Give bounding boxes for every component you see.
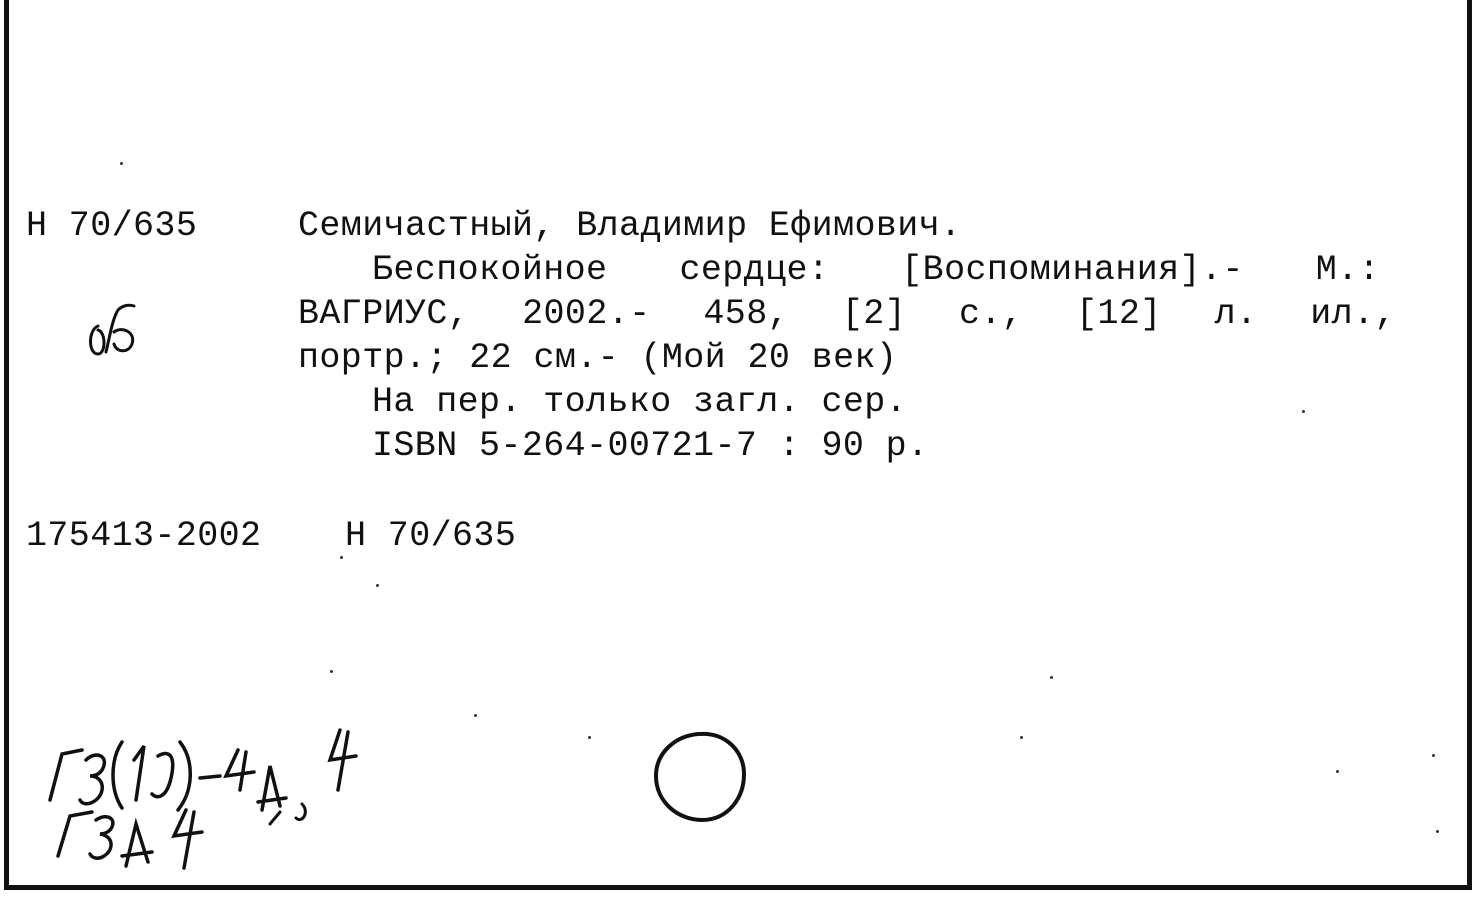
physical-description: портр.; 22 см.- (Мой 20 век) — [298, 338, 898, 378]
scan-speck — [1302, 410, 1305, 413]
scan-speck — [588, 736, 591, 739]
title-word: [Воспоминания].- — [901, 250, 1244, 290]
title-word: М.: — [1315, 250, 1380, 290]
inventory-number: 175413-2002 — [26, 516, 262, 556]
inventory-shelf-mark: Н 70/635 — [345, 516, 517, 556]
publication-line — [298, 292, 1396, 336]
scan-speck — [376, 584, 379, 587]
scan-speck — [1436, 830, 1439, 833]
publication-token: 458, — [703, 294, 790, 334]
scan-speck — [340, 556, 343, 559]
scan-speck — [330, 670, 333, 673]
title-line — [372, 248, 1380, 292]
author-heading: Семичастный, Владимир Ефимович. — [298, 206, 962, 246]
isbn-price: ISBN 5-264-00721-7 : 90 р. — [372, 426, 929, 466]
title-word: сердце: — [679, 250, 830, 290]
title-word: Беспокойное — [372, 250, 608, 290]
publication-token: ил., — [1310, 294, 1396, 334]
scan-speck — [120, 162, 123, 165]
publication-token: ВАГРИУС, — [298, 294, 470, 334]
scan-speck — [1336, 770, 1339, 773]
publication-token: 2002.- — [522, 294, 651, 334]
scan-speck — [474, 714, 477, 717]
publication-token: [12] — [1076, 294, 1162, 334]
scan-speck — [1020, 736, 1023, 739]
shelf-mark: Н 70/635 — [26, 206, 198, 246]
series-note: На пер. только загл. сер. — [372, 382, 908, 422]
scan-speck — [1432, 754, 1435, 757]
publication-token: [2] — [841, 294, 907, 334]
publication-token: с., — [959, 294, 1024, 334]
scan-speck — [1050, 676, 1053, 679]
publication-token: л. — [1214, 294, 1258, 334]
